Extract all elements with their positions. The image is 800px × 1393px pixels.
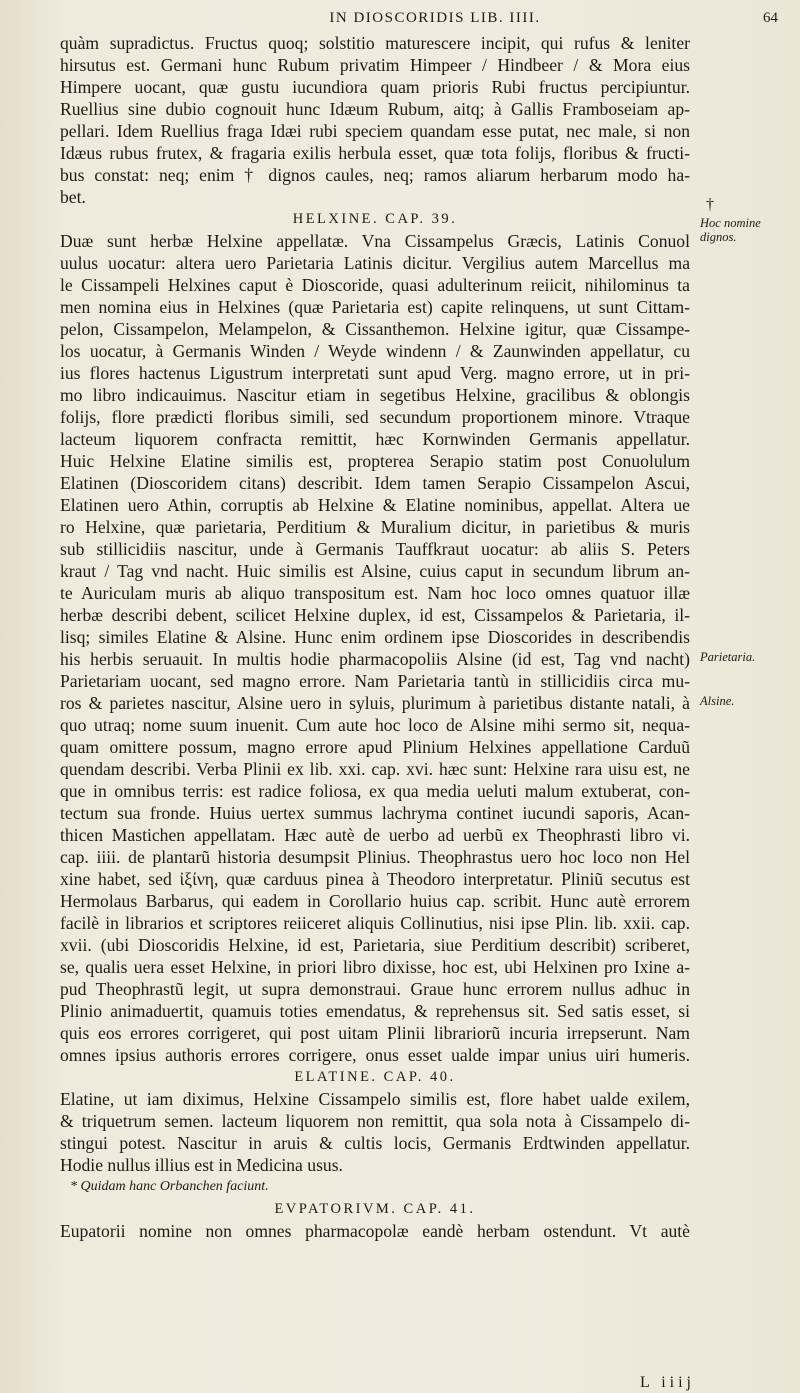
text-line: Huic Helxine Elatine similis est, propterea Serapio statim post Conuolulum [60, 451, 690, 471]
text-line: ro Helxine, quæ parietaria, Perditium & Muralium dicitur, in parietibus & muris [60, 517, 690, 537]
text-line: Duæ sunt herbæ Helxine appellatæ. Vna Cissampelus Græcis, Latinis Conuol [60, 231, 690, 251]
text-line: Eupatorii nomine non omnes pharmacopolæ eandè herbam ostendunt. Vt autè [60, 1221, 690, 1241]
chapter-heading: HELXINE. CAP. 39. [292, 211, 458, 227]
text-line: folijs, flore prædicti floribus simili, sed secundum proportionem minore. Vtraque [60, 407, 690, 427]
catchword: L iiij [640, 1374, 695, 1391]
margin-note: Parietaria. [700, 650, 756, 664]
text-line: omnes ipsius authoris errores corrigere, onus esset ualde impar unius uiri humeris. [60, 1045, 690, 1065]
text-line: Idæus rubus frutex, & fragaria exilis herbula esset, quæ tota folijs, floribus & fructi- [60, 143, 690, 163]
text-line: bet. [60, 187, 86, 207]
text-line: quam omittere possum, magno errore apud Plinium Helxines appellatione Carduũ [60, 737, 690, 757]
dagger-mark: † [706, 196, 714, 213]
folio-number: 64 [763, 10, 778, 26]
running-title: IN DIOSCORIDIS LIB. IIII. [329, 10, 541, 26]
text-line: te Auriculam muris ab aliquo transpositum est. Nam hoc loco omnes quatuor illæ [60, 583, 690, 603]
text-column [60, 32, 690, 1242]
text-line: stingui potest. Nascitur in aruis & cultis locis, Germanis Erdtwinden appellatur. [60, 1133, 690, 1153]
text-line: Elatinen (Dioscoridem citans) describit. Idem tamen Serapio Cissampelon Ascui, [60, 473, 690, 493]
text-line: Elatinen uero Athin, corruptis ab Helxine & Elatine nominibus, appellat. Altera ue [60, 495, 690, 515]
text-line: cap. iiii. de plantarũ historia desumpsit Plinius. Theophrastus uero hoc loco non Hel [60, 847, 690, 867]
text-line: hirsutus est. Germani hunc Rubum privatim Himpeer / Hindbeer / & Mora eius [60, 55, 690, 75]
text-line: herbæ describi debent, scilicet Helxine duplex, id est, Cissampelos & Parietaria, il- [60, 605, 690, 625]
text-line: lacteum liquorem confracta remittit, hæc Kornwinden Germanis appellatur. [60, 429, 690, 449]
text-line: pud Theophrastũ legit, ut supra demonstraui. Graue hunc errorem nullus adhuc in [60, 979, 690, 999]
text-line: quo utraq; nome suum inuenit. Cum aute hoc loco de Alsine mihi sermo sit, nequa- [60, 715, 690, 735]
text-line: & triquetrum semen. lacteum liquorem non remittit, qua sola nota à Cissampelo di- [60, 1111, 690, 1131]
text-line: Plinio animaduertit, quamuis toties emendatus, & reprehensus sit. Sed satis esset, si [60, 1001, 690, 1021]
text-line: his herbis seruauit. In multis hodie pharmacopoliis Alsine (id est, Tag vnd nacht) [60, 649, 690, 669]
text-line: le Cissampeli Helxines caput è Dioscoride, quasi adulterinum reiicit, nihilominus ta [60, 275, 690, 295]
text-line: mo libro indicauimus. Nascitur etiam in segetibus Helxine, gracilibus & oblongis [60, 385, 690, 405]
text-line: facilè in librarios et scriptores reiiceret aliquis Collinutius, nisi ipse Plin. lib. xxii. cap. [60, 913, 690, 933]
text-line: Himpere uocant, quæ gustu iucundiora quam prioris Rubi fructus percipiuntur. [60, 77, 690, 97]
text-line: Hodie nullus illius est in Medicina usus. [60, 1155, 343, 1175]
text-line: men nomina eius in Helxines (quæ Parietaria est) capite relinquens, ut sunt Cittam- [60, 297, 690, 317]
text-line: Parietariam uocant, sed magno errore. Nam Parietaria tantù in stillicidiis circa mu- [60, 671, 690, 691]
text-line: que in omnibus terris: est radice foliosa, ex qua media ueluti malum extuberat, con- [60, 781, 690, 801]
text-line: bus constat: neq; enim † dignos caules, neq; ramos aliarum herbarum modo ha- [60, 165, 690, 185]
text-line: los uocatur, à Germanis Winden / Weyde windenn / & Zaunwinden appellatur, cu [60, 341, 690, 361]
text-line: xine habet, sed ἰξίνη, quæ carduus pinea à Theodoro interpretatur. Pliniũ secutus est [60, 869, 690, 889]
text-line: quendam describi. Verba Plinii ex lib. xxi. cap. xvi. hæc sunt: Helxine rara uisu est, ne [60, 759, 690, 779]
text-line: ius flores hactenus Ligustrum interpretati sunt apud Verg. magno errore, ut in pri- [60, 363, 690, 383]
text-line: uulus uocatur: altera uero Parietaria Latinis dicitur. Vergilius autem Marcellus ma [60, 253, 690, 273]
text-line: tectum sua fronde. Huius uertex summus lachryma continet iucundi saporis, Acan- [60, 803, 690, 823]
text-line: lisq; similes Elatine & Alsine. Hunc enim ordinem ipse Dioscorides in describendis [60, 627, 690, 647]
text-line: Elatine, ut iam diximus, Helxine Cissampelo similis est, flore habet ualde exilem, [60, 1089, 690, 1109]
text-line: pellari. Idem Ruellius fraga Idæi rubi speciem quandam esse putat, nec male, si non [60, 121, 690, 141]
text-line: se, qualis uera esset Helxine, in priori libro dixisse, hoc est, ubi Helxinen pro Ixine a- [60, 957, 690, 977]
text-line: quàm supradictus. Fructus quoq; solstitio maturescere incipit, qui rufus & leniter [60, 33, 690, 53]
text-line: pelon, Cissampelon, Melampelon, & Cissanthemon. Helxine igitur, quæ Cissampe- [60, 319, 690, 339]
text-line: Hermolaus Barbarus, qui eadem in Corollario huius cap. scribit. Hunc autè errorem [60, 891, 690, 911]
text-line: ros & parietes nascitur, Alsine uero in syluis, plurimum à parietibus distante natali, à [60, 693, 690, 713]
margin-note: Alsine. [700, 694, 735, 708]
text-line: quis eos errores corrigeret, qui post uitam Plinii librariorũ incuria irrepserunt. Nam [60, 1023, 690, 1043]
chapter-heading: EVPATORIVM. CAP. 41. [274, 1201, 476, 1217]
margin-note: Hoc nomine dignos. [700, 216, 761, 244]
chapter-heading: ELATINE. CAP. 40. [294, 1069, 456, 1085]
text-line: thicen Mastichen appellatam. Hæc autè de uerbo ad uerbũ ex Theophrasti libro vi. [60, 825, 690, 845]
footnote: * Quidam hanc Orbanchen faciunt. [70, 1179, 269, 1194]
text-line: kraut / Tag vnd nacht. Huic similis est Alsine, cuius caput in secundum librum an- [60, 561, 690, 581]
text-line: Ruellius sine dubio cognouit hunc Idæum Rubum, aitq; à Gallis Framboseiam ap- [60, 99, 690, 119]
running-header [190, 10, 778, 27]
text-line: xvii. (ubi Dioscoridis Helxine, id est, Parietaria, siue Perditium describit) scriberet, [60, 935, 690, 955]
text-line: sub stillicidiis nascitur, unde à Germanis Tauffkraut uocatur: ab aliis S. Peters [60, 539, 690, 559]
